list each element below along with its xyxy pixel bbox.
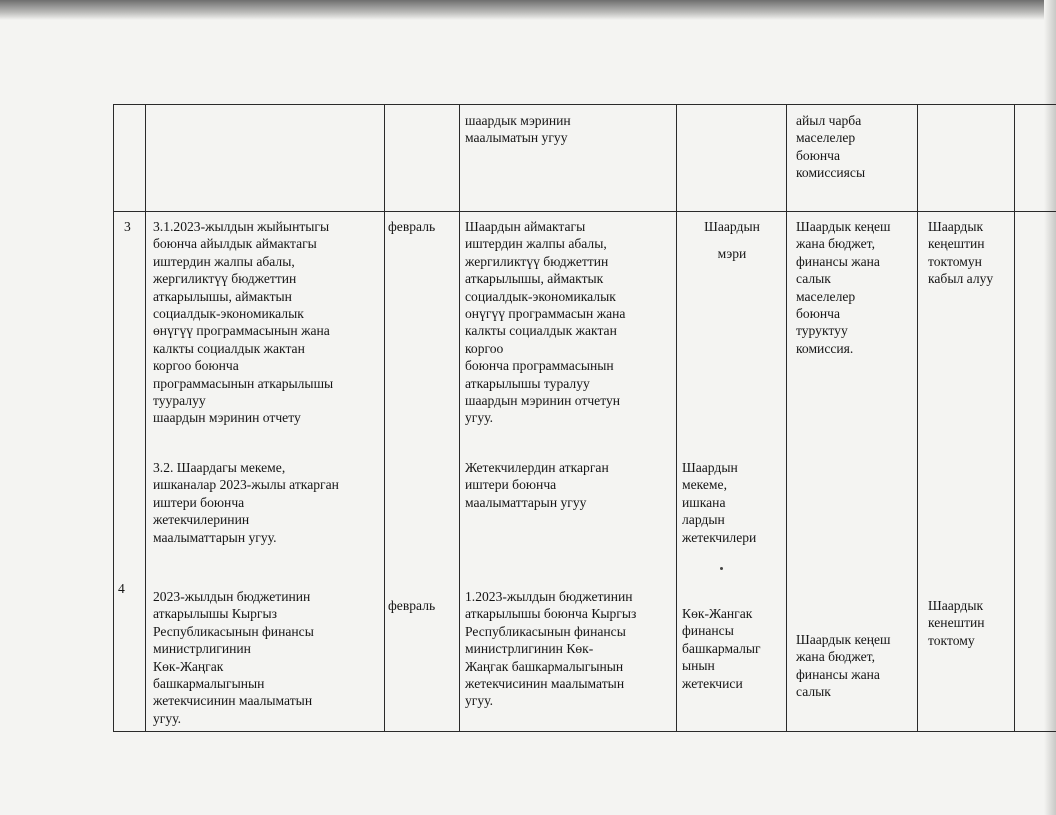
col-border-date — [459, 104, 460, 732]
responsible-cell: Шаардын — [704, 219, 760, 234]
committee-cell: Шаардык кеңеш жана бюджет, финансы жана салык маселелер боюнча туруктуу комиссия. — [796, 219, 891, 356]
col-border-no — [145, 104, 146, 732]
continuation-committee-cell: айыл чарба маселелер боюнча комиссиясы — [796, 113, 866, 181]
event-cell: 3.1.2023-жылдын жыйынтыгы боюнча айылдык аймактагы иштердин жалпы абалы, жергиликтүү бюджеттин аткарылышы, аймактын социалдык-экономикалык өнүгүү программасынын жана калкты социалдык жактан коргоо боюнча программасынын аткарылышы тууралуу шаардын мэринин отчету — [153, 219, 334, 426]
scan-right-edge — [1044, 0, 1056, 815]
continuation-task-cell: шаардык мэринин маалыматын угуу — [465, 113, 571, 146]
col-border-responsible — [786, 104, 787, 732]
result-cell: Шаардык кеңештин токтомун кабыл алуу — [928, 219, 994, 287]
task-cell: 1.2023-жылдын бюджетинин аткарылышы боюнча Кыргыз Республикасынын финансы министрлигинин Көк- Жаңгак башкармалыгынын жетекчисинин маалыматын угуу. — [465, 589, 637, 709]
responsible-cell: Көк-Жангак финансы башкармалыг ынын жетекчиси — [682, 606, 761, 691]
col-border-result — [1014, 104, 1015, 732]
committee-cell: Шаардык кеңеш жана бюджет, финансы жана салык — [796, 632, 891, 700]
task-cell: Шаардын аймактагы иштердин жалпы абалы, жергиликтүү бюджеттин аткарылышы, аймактык социалдык-экономикалык онүгүү программасын жана калкты социалдык жактан коргоо боюнча программасынын аткарылышы туралуу шаардын мэринин отчетун угуу. — [465, 219, 626, 426]
table-top-border — [113, 104, 1056, 105]
scan-top-edge — [0, 0, 1056, 20]
col-border-event — [384, 104, 385, 732]
date-cell: февраль — [388, 219, 436, 234]
col-border-left — [113, 104, 114, 732]
col-border-committee — [917, 104, 918, 732]
task-cell: Жетекчилердин аткарган иштери боюнча маалыматтарын угуу — [465, 460, 609, 510]
row-number: 4 — [118, 581, 125, 596]
responsible-cell: Шаардын мекеме, ишкана лардын жетекчилери — [682, 460, 757, 545]
date-cell: февраль — [388, 598, 436, 613]
row-number: 3 — [124, 219, 131, 234]
responsible-cell: мэри — [717, 246, 747, 261]
table-bottom-border — [113, 731, 1056, 732]
col-border-task — [676, 104, 677, 732]
event-cell: 3.2. Шаардагы мекеме, ишканалар 2023-жылы аткарган иштери боюнча жетекчилеринин маалыматтарын угуу. — [153, 460, 339, 545]
row-divider — [113, 211, 1056, 212]
scan-speck — [720, 567, 723, 570]
event-cell: 2023-жылдын бюджетинин аткарылышы Кыргыз Республикасынын финансы министрлигинин Көк-Жаңгак башкармалыгынын жетекчисинин маалыматын угуу. — [153, 589, 314, 726]
result-cell: Шаардык кенештин токтому — [928, 598, 985, 648]
